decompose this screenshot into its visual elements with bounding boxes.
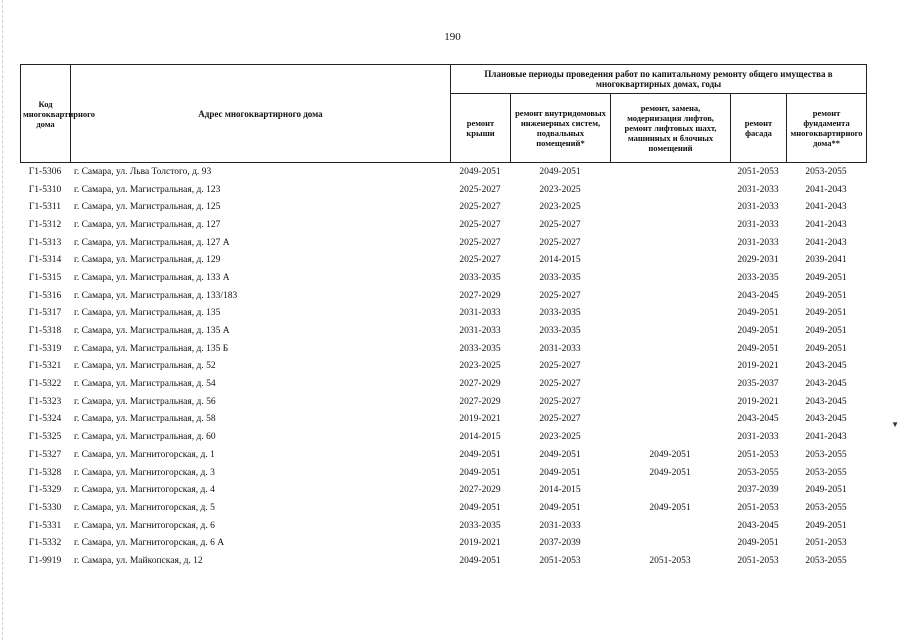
cell-address: г. Самара, ул. Магнитогорская, д. 1 [74,449,215,460]
cell-foundation: 2049-2051 [805,520,847,531]
cell-address: г. Самара, ул. Магистральная, д. 135 А [74,326,230,337]
table-row [20,322,866,340]
cell-code: Г1-5310 [28,184,62,195]
table-row [20,305,866,323]
cell-code: Г1-5324 [28,414,62,425]
cell-code: Г1-5330 [28,502,62,513]
table-row [20,234,866,252]
cell-elevators [610,481,730,499]
cell-roof: 2025-2027 [459,219,501,230]
cell-roof: 2049-2051 [459,502,501,513]
cell-foundation: 2043-2045 [805,414,847,425]
table-row [20,428,866,446]
cell-elevators: 2049-2051 [649,502,691,513]
cell-address: г. Самара, ул. Магистральная, д. 60 [74,432,216,443]
cell-roof: 2049-2051 [459,449,501,460]
cell-systems: 2014-2015 [539,255,581,266]
cell-code: Г1-9919 [28,555,62,566]
cell-foundation: 2051-2053 [805,538,847,549]
cell-foundation: 2049-2051 [805,290,847,301]
cell-roof: 2031-2033 [459,308,501,319]
cell-facade: 2031-2033 [737,184,779,195]
cell-code: Г1-5314 [28,255,62,266]
cell-foundation: 2041-2043 [805,432,847,443]
cell-elevators [610,393,730,411]
table-row [20,481,866,499]
cell-facade: 2049-2051 [737,308,779,319]
cell-facade: 2029-2031 [737,255,779,266]
cell-code: Г1-5332 [28,538,62,549]
cell-systems: 2031-2033 [539,343,581,354]
table-row [20,358,866,376]
cell-code: Г1-5306 [28,166,62,177]
cell-elevators [610,534,730,552]
cell-foundation: 2049-2051 [805,343,847,354]
cell-elevators [610,517,730,535]
cell-foundation: 2041-2043 [805,219,847,230]
cell-foundation: 2041-2043 [805,202,847,213]
cell-facade: 2051-2053 [737,166,779,177]
cell-facade: 2031-2033 [737,202,779,213]
cell-facade: 2031-2033 [737,219,779,230]
cell-address: г. Самара, ул. Магистральная, д. 56 [74,396,216,407]
cell-systems: 2025-2027 [539,396,581,407]
table-row [20,287,866,305]
cell-facade: 2051-2053 [737,502,779,513]
header-systems: ремонт внутридомовых инженерных систем, подвальных помещений* [511,94,611,163]
cell-foundation: 2049-2051 [805,326,847,337]
table-row [20,393,866,411]
cell-foundation: 2053-2055 [805,502,847,513]
cell-systems: 2014-2015 [539,485,581,496]
cell-facade: 2049-2051 [737,538,779,549]
cell-roof: 2023-2025 [459,361,501,372]
cell-foundation: 2053-2055 [805,467,847,478]
cell-systems: 2025-2027 [539,379,581,390]
cell-elevators: 2049-2051 [649,467,691,478]
cell-facade: 2031-2033 [737,237,779,248]
cell-address: г. Самара, ул. Льва Толстого, д. 93 [74,166,212,177]
cell-elevators [610,322,730,340]
cell-roof: 2033-2035 [459,520,501,531]
cell-foundation: 2041-2043 [805,184,847,195]
cell-code: Г1-5317 [28,308,62,319]
page-edge-mark: ▼ [891,420,899,429]
cell-foundation: 2053-2055 [805,166,847,177]
cell-facade: 2049-2051 [737,326,779,337]
cell-code: Г1-5313 [28,237,62,248]
cell-address: г. Самара, ул. Магистральная, д. 129 [74,255,221,266]
cell-facade: 2053-2055 [737,467,779,478]
cell-roof: 2025-2027 [459,237,501,248]
cell-facade: 2043-2045 [737,414,779,425]
cell-address: г. Самара, ул. Магистральная, д. 135 Б [74,343,229,354]
cell-elevators: 2049-2051 [649,449,691,460]
cell-address: г. Самара, ул. Магистральная, д. 133/183 [74,290,238,301]
cell-elevators [610,269,730,287]
cell-code: Г1-5327 [28,449,62,460]
cell-elevators [610,216,730,234]
table-row [20,163,866,181]
cell-facade: 2043-2045 [737,290,779,301]
cell-address: г. Самара, ул. Магнитогорская, д. 4 [74,485,215,496]
cell-elevators [610,287,730,305]
cell-roof: 2014-2015 [459,432,501,443]
table-body [20,163,866,570]
cell-address: г. Самара, ул. Магнитогорская, д. 6 А [74,538,225,549]
cell-roof: 2049-2051 [459,166,501,177]
cell-address: г. Самара, ул. Магистральная, д. 127 А [74,237,230,248]
table-header [20,64,867,163]
cell-systems: 2031-2033 [539,520,581,531]
cell-roof: 2025-2027 [459,184,501,195]
cell-facade: 2037-2039 [737,485,779,496]
cell-facade: 2051-2053 [737,449,779,460]
table-row [20,552,866,570]
cell-foundation: 2039-2041 [805,255,847,266]
cell-address: г. Самара, ул. Магистральная, д. 133 А [74,272,230,283]
table-row [20,375,866,393]
cell-roof: 2025-2027 [459,202,501,213]
header-roof: ремонт крыши [451,94,511,163]
cell-facade: 2049-2051 [737,343,779,354]
table-row [20,517,866,535]
cell-elevators [610,163,730,181]
cell-elevators [610,198,730,216]
cell-roof: 2033-2035 [459,272,501,283]
cell-systems: 2023-2025 [539,432,581,443]
table-row [20,340,866,358]
table-row [20,534,866,552]
cell-code: Г1-5323 [28,396,62,407]
cell-code: Г1-5318 [28,326,62,337]
cell-systems: 2033-2035 [539,326,581,337]
cell-code: Г1-5319 [28,343,62,354]
cell-foundation: 2043-2045 [805,361,847,372]
cell-roof: 2025-2027 [459,255,501,266]
cell-code: Г1-5311 [28,202,62,213]
cell-foundation: 2049-2051 [805,272,847,283]
cell-elevators [610,375,730,393]
header-facade: ремонт фасада [731,94,787,163]
cell-facade: 2051-2053 [737,555,779,566]
cell-systems: 2023-2025 [539,184,581,195]
cell-roof: 2049-2051 [459,555,501,566]
cell-foundation: 2041-2043 [805,237,847,248]
cell-address: г. Самара, ул. Магнитогорская, д. 5 [74,502,215,513]
cell-code: Г1-5328 [28,467,62,478]
cell-systems: 2025-2027 [539,237,581,248]
cell-elevators [610,181,730,199]
table-row [20,251,866,269]
cell-systems: 2033-2035 [539,272,581,283]
cell-foundation: 2043-2045 [805,396,847,407]
cell-elevators [610,358,730,376]
cell-address: г. Самара, ул. Магнитогорская, д. 3 [74,467,215,478]
header-plan-title: Плановые периоды проведения работ по капитальному ремонту общего имущества в многоквартирных домах, годы [451,65,867,94]
cell-foundation: 2053-2055 [805,555,847,566]
page-number: 190 [444,31,461,43]
cell-address: г. Самара, ул. Майкопская, д. 12 [74,555,203,566]
cell-address: г. Самара, ул. Магистральная, д. 123 [74,184,221,195]
table-row [20,464,866,482]
cell-roof: 2019-2021 [459,414,501,425]
cell-roof: 2027-2029 [459,290,501,301]
header-code: Код многоквартирного дома [21,65,71,163]
cell-address: г. Самара, ул. Магистральная, д. 125 [74,202,221,213]
header-foundation: ремонт фундамента многоквартирного дома** [787,94,867,163]
cell-facade: 2019-2021 [737,396,779,407]
cell-code: Г1-5329 [28,485,62,496]
cell-address: г. Самара, ул. Магнитогорская, д. 6 [74,520,215,531]
cell-elevators [610,428,730,446]
cell-code: Г1-5312 [28,219,62,230]
cell-roof: 2031-2033 [459,326,501,337]
cell-facade: 2035-2037 [737,379,779,390]
cell-facade: 2043-2045 [737,520,779,531]
cell-roof: 2027-2029 [459,485,501,496]
cell-systems: 2025-2027 [539,361,581,372]
cell-systems: 2025-2027 [539,290,581,301]
cell-systems: 2037-2039 [539,538,581,549]
cell-systems: 2049-2051 [539,449,581,460]
cell-roof: 2027-2029 [459,396,501,407]
cell-foundation: 2053-2055 [805,449,847,460]
table-row [20,269,866,287]
table-row [20,216,866,234]
cell-code: Г1-5325 [28,432,62,443]
cell-elevators [610,411,730,429]
cell-roof: 2027-2029 [459,379,501,390]
header-elevators: ремонт, замена, модернизация лифтов, ремонт лифтовых шахт, машинных и блочных помещений [611,94,731,163]
cell-facade: 2031-2033 [737,432,779,443]
cell-foundation: 2049-2051 [805,308,847,319]
cell-elevators [610,234,730,252]
cell-systems: 2023-2025 [539,202,581,213]
table-row [20,499,866,517]
cell-facade: 2033-2035 [737,272,779,283]
cell-systems: 2051-2053 [539,555,581,566]
cell-code: Г1-5331 [28,520,62,531]
cell-code: Г1-5316 [28,290,62,301]
table-row [20,446,866,464]
cell-roof: 2033-2035 [459,343,501,354]
cell-address: г. Самара, ул. Магистральная, д. 127 [74,219,221,230]
table-row [20,198,866,216]
cell-address: г. Самара, ул. Магистральная, д. 52 [74,361,216,372]
table-row [20,411,866,429]
cell-elevators [610,340,730,358]
cell-code: Г1-5322 [28,379,62,390]
cell-systems: 2025-2027 [539,219,581,230]
cell-systems: 2049-2051 [539,502,581,513]
cell-roof: 2019-2021 [459,538,501,549]
cell-facade: 2019-2021 [737,361,779,372]
cell-elevators: 2051-2053 [649,555,691,566]
cell-foundation: 2049-2051 [805,485,847,496]
cell-address: г. Самара, ул. Магистральная, д. 135 [74,308,221,319]
cell-elevators [610,305,730,323]
cell-code: Г1-5315 [28,272,62,283]
header-address: Адрес многоквартирного дома [71,65,451,163]
cell-roof: 2049-2051 [459,467,501,478]
table-row [20,181,866,199]
cell-code: Г1-5321 [28,361,62,372]
cell-address: г. Самара, ул. Магистральная, д. 54 [74,379,216,390]
page-edge-line [2,0,3,640]
cell-systems: 2025-2027 [539,414,581,425]
cell-systems: 2049-2051 [539,166,581,177]
cell-address: г. Самара, ул. Магистральная, д. 58 [74,414,216,425]
cell-systems: 2049-2051 [539,467,581,478]
cell-systems: 2033-2035 [539,308,581,319]
cell-elevators [610,251,730,269]
cell-foundation: 2043-2045 [805,379,847,390]
